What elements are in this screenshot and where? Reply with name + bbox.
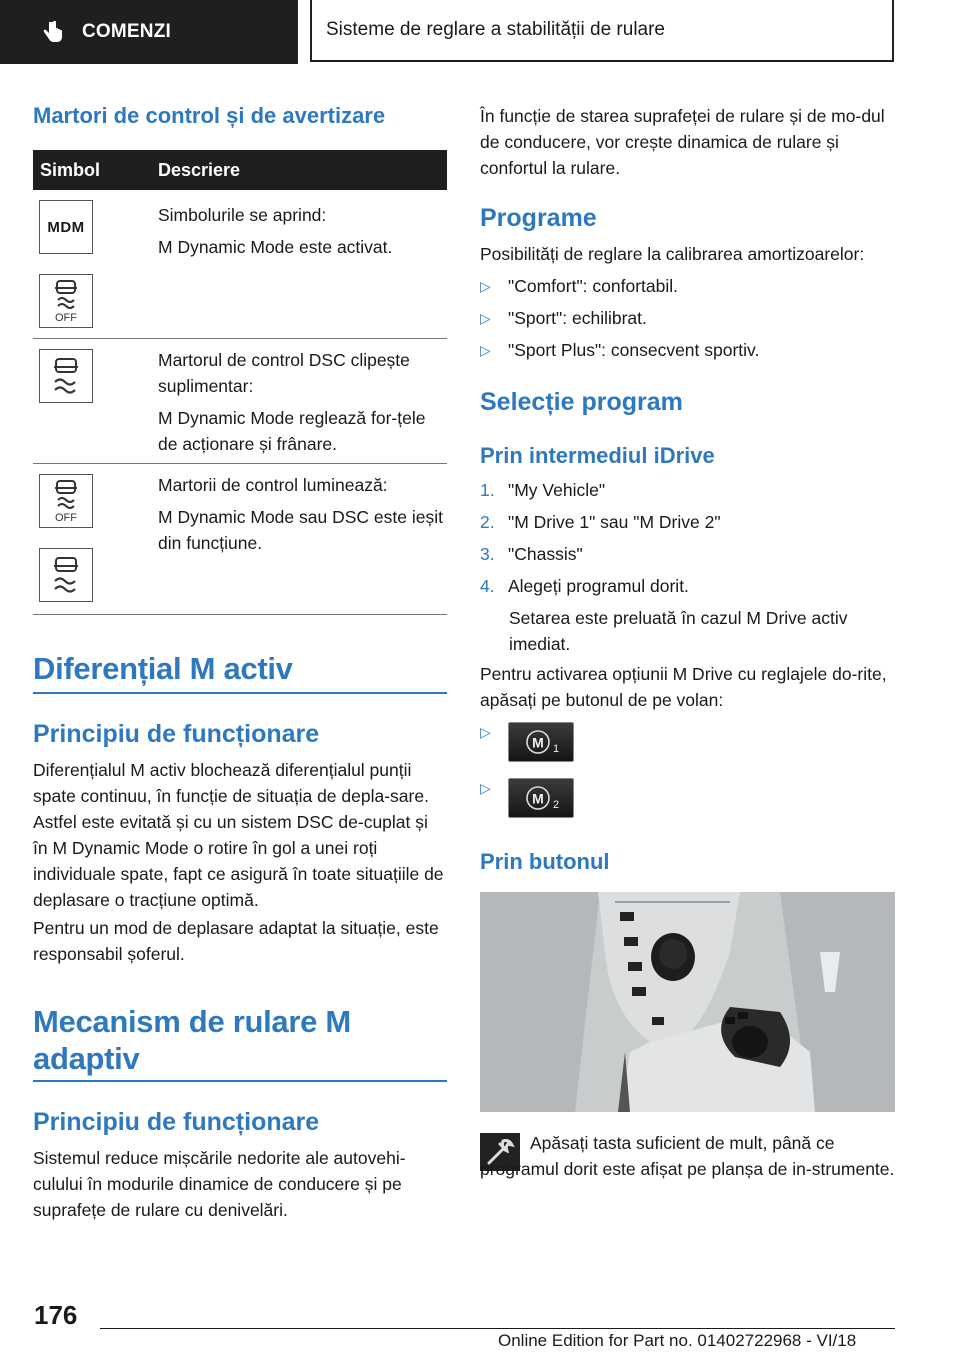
heading-rule <box>33 1080 447 1082</box>
svg-text:M: M <box>532 734 544 751</box>
symbol-table <box>33 150 447 615</box>
svg-text:1: 1 <box>552 743 560 755</box>
row1-line1: Simbolurile se aprind: <box>158 205 327 225</box>
m2-steering-button-icon <box>508 778 574 818</box>
svg-text:2: 2 <box>552 799 560 811</box>
list-item: ▷ "Comfort": confortabil. <box>480 276 678 296</box>
para-intro: În funcție de starea suprafeței de rulare și de mo-dul de conducere, vor crește dinamica de rulare și confortul la rulare. <box>480 106 885 178</box>
svg-text:OFF: OFF <box>55 312 77 324</box>
header-section-label: COMENZI <box>82 21 172 42</box>
para-diferential-1: Diferențialul M activ blochează diferențialul punții spate continuu, în funcție de situația de depla-sare. Astfel este evitată și cu un sistem DSC de-cuplat și în M Dynamic Mode o rotire în gol a unei roți individuale spate, fapt ce asigură în toate situațiile de deplasare o tracțiune optimă. <box>33 760 444 910</box>
mdm-icon: MDM <box>39 200 93 254</box>
header-chapter-title: Sisteme de reglare a stabilității de rulare <box>326 19 666 40</box>
para-activare: Pentru activarea opțiunii M Drive cu reglajele do-rite, apăsați pe butonul de pe volan: <box>480 664 887 710</box>
list-item: ▷ "Sport Plus": consecvent sportiv. <box>480 340 760 360</box>
heading-idrive: Prin intermediul iDrive <box>480 443 715 468</box>
dsc-off-icon <box>39 274 93 328</box>
row2-line2: M Dynamic Mode reglează for-țele de acționare și frânare. <box>158 408 426 454</box>
row1-line2: M Dynamic Mode este activat. <box>158 237 393 257</box>
symbol-table-header <box>33 150 447 190</box>
list-item: ▷ "Sport": echilibrat. <box>480 308 647 328</box>
table-row <box>33 339 447 464</box>
heading-martori: Martori de control și de avertizare <box>33 103 386 128</box>
header-section-tab[interactable] <box>0 0 298 64</box>
step4-note: Setarea este preluată în cazul M Drive activ imediat. <box>509 608 848 654</box>
list-item: ▷ M 2 <box>480 778 574 818</box>
hand-pointer-icon <box>40 19 66 45</box>
steps-list <box>480 477 895 657</box>
center-console-illustration <box>480 892 895 1112</box>
para-diferential-2: Pentru un mod de deplasare adaptat la situație, este responsabil șoferul. <box>33 918 439 964</box>
heading-mecanism: Mecanism de rulare M adaptiv <box>33 1004 351 1076</box>
list-item: 2. "M Drive 1" sau "M Drive 2" <box>480 512 721 532</box>
col-header-descriere: Descriere <box>158 150 447 190</box>
table-row <box>33 190 447 339</box>
note-text: Apăsați tasta suficient de mult, până ce programul dorit este afișat pe planșa de in-strumente. <box>480 1133 895 1179</box>
heading-programe: Programe <box>480 204 597 232</box>
heading-rule <box>33 692 447 694</box>
dsc-icon <box>39 548 93 602</box>
program-list <box>480 273 895 363</box>
para-mecanism: Sistemul reduce mișcările nedorite ale autovehi-culului în modurile dinamice de conducere și pe suprafețe de rulare cu denivelări. <box>33 1148 406 1220</box>
m1-steering-button-icon <box>508 722 574 762</box>
heading-principiu-2: Principiu de funcționare <box>33 1108 320 1136</box>
svg-text:M: M <box>532 790 544 807</box>
para-posibilitati: Posibilități de reglare la calibrarea amortizoarelor: <box>480 244 865 264</box>
list-item: 4. Alegeți programul dorit. <box>480 576 689 596</box>
footer-rule <box>100 1328 895 1329</box>
svg-text:OFF: OFF <box>55 512 77 524</box>
dsc-icon <box>39 349 93 403</box>
dsc-off-icon <box>39 474 93 528</box>
row3-line2: M Dynamic Mode sau DSC este ieșit din funcțiune. <box>158 507 443 553</box>
list-item: 3. "Chassis" <box>480 544 583 564</box>
list-item: 1. "My Vehicle" <box>480 480 606 500</box>
heading-principiu-1: Principiu de funcționare <box>33 720 320 748</box>
page-number: 176 <box>34 1300 78 1330</box>
heading-buton: Prin butonul <box>480 849 610 874</box>
row3-line1: Martorii de control luminează: <box>158 475 388 495</box>
col-header-simbol: Simbol <box>33 150 158 190</box>
header-chapter <box>310 0 894 62</box>
table-row <box>33 464 447 615</box>
footer-edition: Online Edition for Part no. 01402722968 - VI/18 <box>498 1331 857 1350</box>
list-item: ▷ M 1 <box>480 722 574 762</box>
heading-diferential: Diferențial M activ <box>33 651 293 686</box>
heading-selectie: Selecție program <box>480 388 683 416</box>
row2-line1: Martorul de control DSC clipește suplimentar: <box>158 350 410 396</box>
